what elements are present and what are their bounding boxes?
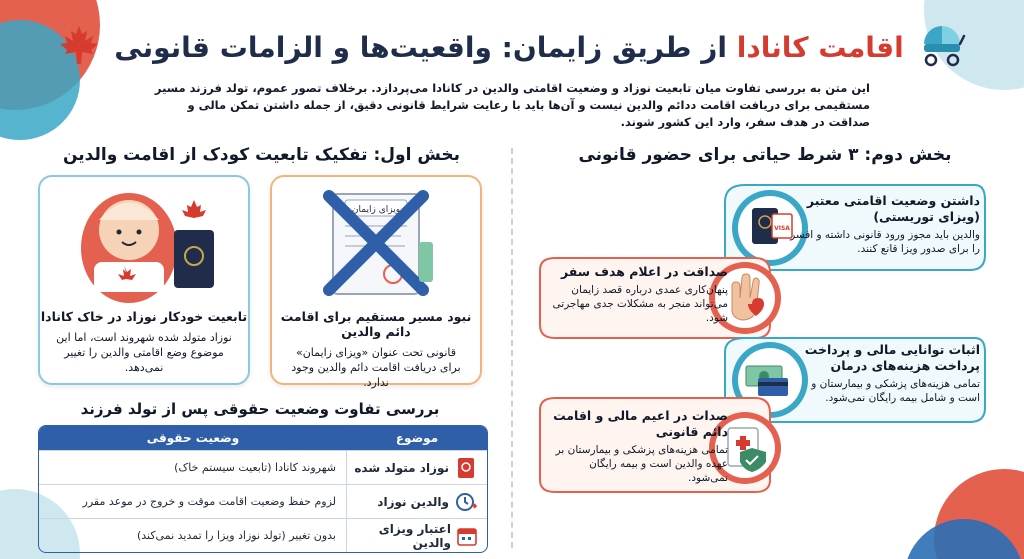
table-header bbox=[39, 426, 487, 450]
baby-illustration bbox=[40, 177, 248, 307]
step-body: والدین باید مجوز ورود قانونی داشته و افسر را برای صدور ویزا قانع کنند. bbox=[790, 229, 980, 255]
step-heading: صداقت در اعلام هدف سفر bbox=[561, 264, 728, 279]
visa-illustration bbox=[272, 177, 480, 307]
intro-text: این متن به بررسی تفاوت میان تابعیت نوزاد و وضعیت اقامتی والدین در کانادا می‌پردازد. برخلاف تصور عموم، تولد فرزند مسیر مستقیمی برای دریافت اقامت ددائم والدین نیست و آن‌ها باید با رعایت شرایط قانونی دقیق، از جمله داشتن تمکن مالی و صداقت در هدف سفر، وارد این کشور شوند. bbox=[154, 81, 870, 129]
card-visa-heading: نبود مسیر مستقیم برای اقامت دائم والدین bbox=[280, 309, 472, 339]
row-subject: والدین نوزاد bbox=[377, 494, 449, 509]
page-title bbox=[114, 31, 904, 64]
maple-leaf-icon bbox=[58, 24, 100, 70]
title-suffix: واقعیت‌ها و الزامات قانونی bbox=[114, 30, 492, 64]
col-status: وضعیت حقوقی bbox=[146, 431, 240, 445]
card-citizen-heading: تابعیت خودکار نوزاد در خاک کانادا bbox=[40, 309, 248, 324]
step-2 bbox=[548, 264, 728, 325]
passport-icon bbox=[455, 457, 477, 479]
calendar-icon bbox=[457, 525, 477, 547]
card-citizen-body: نوزاد متولد شده شهروند است، اما این موضوع وضع اقامتی والدین را تغییر نمی‌دهد. bbox=[56, 331, 232, 374]
col-subject: موضوع bbox=[395, 431, 439, 445]
step-1 bbox=[790, 193, 980, 256]
table-row bbox=[39, 450, 487, 484]
table-title: بررسی تفاوت وضعیت حقوقی پس از تولد فرزند bbox=[80, 400, 440, 418]
clock-exit-icon bbox=[455, 491, 477, 513]
row-status: شهروند کانادا (تابعیت سیستم خاک) bbox=[39, 451, 347, 484]
stroller-icon bbox=[918, 22, 966, 72]
section1-title: بخش اول: تفکیک تابعیت کودک از اقامت والدین bbox=[62, 145, 460, 165]
step-4 bbox=[548, 408, 728, 485]
step-body: پنهان‌کاری عمدی درباره قصد زایمان می‌تواند منجر به مشکلات جدی مهاجرتی شود. bbox=[552, 284, 728, 324]
table-row bbox=[39, 518, 487, 552]
table-row bbox=[39, 484, 487, 518]
visa-doc-label: ویزای زایمان bbox=[351, 205, 401, 215]
passport-visa-icon bbox=[752, 208, 792, 244]
title-prefix: اقامت کانادا bbox=[736, 30, 904, 64]
step-body: تمامی هزینه‌های پزشکی و بیمارستان و است و شامل بیمه رایگان نمی‌شود. bbox=[811, 378, 980, 404]
header bbox=[100, 22, 924, 72]
row-subject: اعتبار ویزای والدین bbox=[378, 521, 451, 550]
title-middle: از طریق زایمان: bbox=[491, 30, 737, 64]
section2-title: بخش دوم: ۳ شرط حیاتی برای حضور قانونی bbox=[578, 145, 952, 165]
row-subject: نوزاد متولد شده bbox=[354, 460, 449, 475]
card-visa-body: قانونی تحت عنوان «ویزای زایمان» برای دریافت اقامت دائم والدین وجود ندارد. bbox=[291, 346, 461, 389]
step-heading: صدات در اعیم مالی و اقامت دائم قانونی bbox=[553, 408, 728, 439]
step-heading: داشتن وضعیت اقامتی معتبر (ویزای توریستی) bbox=[806, 193, 980, 224]
card-visa bbox=[270, 175, 482, 389]
row-status: لزوم حفظ وضعیت اقامت موقت و خروج در موعد مقرر bbox=[39, 485, 347, 518]
column-divider bbox=[511, 148, 513, 548]
card-citizen bbox=[38, 175, 250, 385]
legal-status-table bbox=[38, 425, 488, 553]
step-body: تمامی هزینه‌های پزشکی و بیمارستان بر عهده والدین است و بیمه رایگان نمی‌شود. bbox=[555, 444, 728, 484]
step-3 bbox=[790, 342, 980, 405]
visa-stamp-text: VISA bbox=[774, 225, 790, 232]
step-heading: اثبات توانایی مالی و پرداخت پرداخت هزینه‌های درمان bbox=[804, 342, 980, 373]
row-status: بدون تغییر (تولد نوزاد ویزا را تمدید نمی‌کند) bbox=[39, 519, 347, 552]
